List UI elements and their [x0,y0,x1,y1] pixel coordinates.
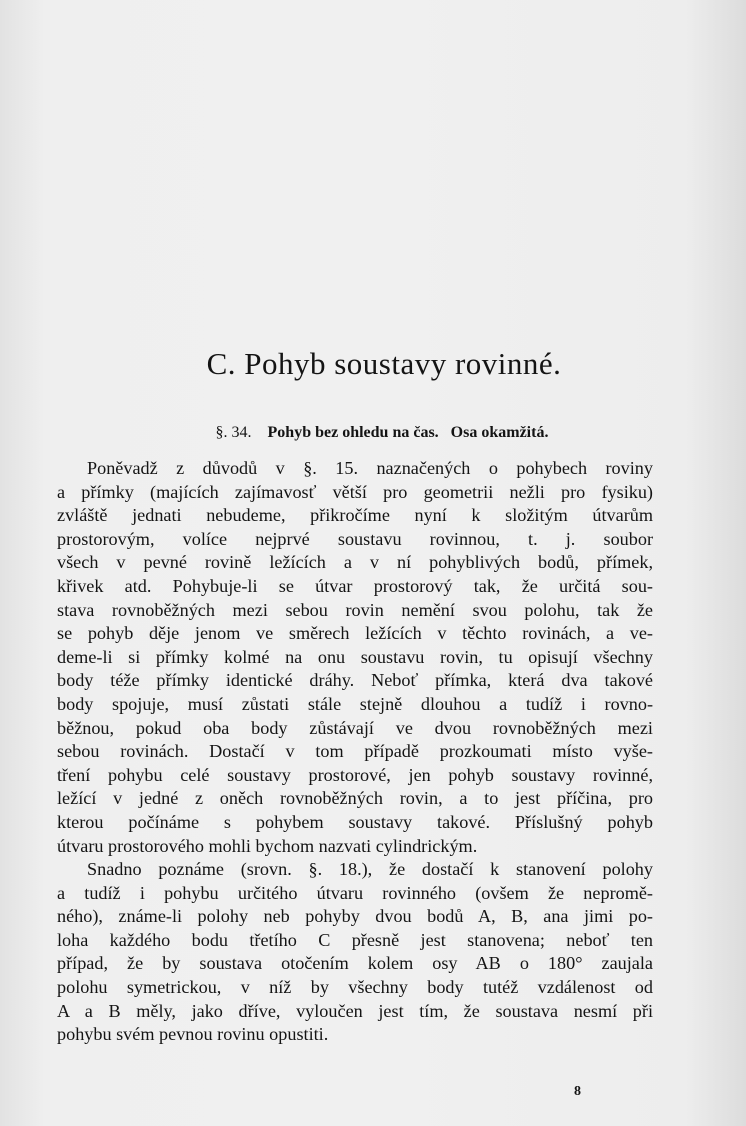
text-line: křivek atd. Pohybuje-li se útvar prostorový tak, že určitá sou- [57,575,653,596]
text-line: tření pohybu celé soustavy prostorové, jen pohyb soustavy rovinné, [57,764,653,785]
section-heading [0,424,746,442]
text-line: ležící v jedné z oněch rovnoběžných rovin, a to jest příčina, pro [57,788,653,809]
text-line: body téže přímky identické dráhy. Neboť přímka, která dva takové [57,670,653,691]
text-line: se pohyb děje jenom ve směrech ležících v těchto rovinách, a ve- [57,623,653,644]
text-line: ného), známe-li polohy neb pohyby dvou bodů A, B, ana jimi po- [57,906,653,927]
text-line: body spojuje, musí zůstati stále stejně dlouhou a tudíž i rovno- [57,693,653,714]
section-number: §. 34. [215,424,252,441]
text-line: útvaru prostorového mohli bychom nazvati cylindrickým. [57,835,478,856]
page-number: 8 [574,1084,581,1099]
chapter-title: C. Pohyb soustavy rovinné. [206,346,562,381]
text-line: Poněvadž z důvodů v §. 15. naznačených o pohybech roviny [87,458,653,478]
text-line: sebou rovinách. Dostačí v tom případě prozkoumati místo vyše- [57,741,653,762]
text-line: kterou počínáme s pohybem soustavy takové. Příslušný pohyb [57,811,653,832]
text-line: pohybu svém pevnou rovinu opustiti. [57,1024,329,1045]
text-line: zvláště jednati nebudeme, přikročíme nyní k složitým útvarům [57,505,653,526]
text-line: a tudíž i pohybu určitého útvaru rovinného (ovšem že nepromě- [57,882,653,903]
text-line: běžnou, pokud oba body zůstávají ve dvou rovnoběžných mezi [57,717,653,738]
text-line: stava rovnoběžných mezi sebou rovin nemění svou polohu, tak že [57,599,653,620]
text-line: a přímky (majících zajímavosť větší pro geometrii nežli pro fysiku) [57,481,653,502]
body-text [57,457,653,1047]
text-line: Snadno poznáme (srovn. §. 18.), že dostačí k stanovení polohy [87,859,653,880]
text-line: případ, že by soustava otočením kolem osy AB o 180° zaujala [57,953,653,974]
paragraph-2 [57,858,653,1047]
text-line: A a B měly, jako dříve, vyloučen jest tím, že soustava nesmí při [57,1000,653,1021]
text-line: loha každého bodu třetího C přesně jest stanovena; neboť ten [57,929,653,950]
section-subtitle: Osa okamžitá. [450,424,549,441]
text-line: polohu symetrickou, v níž by všechny body tutéž vzdálenost od [57,977,653,998]
section-title: Pohyb bez ohledu na čas. [267,424,439,441]
text-line: všech v pevné rovině ležících a v ní pohyblivých bodů, přímek, [57,552,653,573]
paragraph-1 [57,457,653,858]
text-line: deme-li si přímky kolmé na onu soustavu rovin, tu opisují všechny [57,646,653,667]
text-line: prostorovým, volíce nejprvé soustavu rovinnou, t. j. soubor [57,528,653,549]
